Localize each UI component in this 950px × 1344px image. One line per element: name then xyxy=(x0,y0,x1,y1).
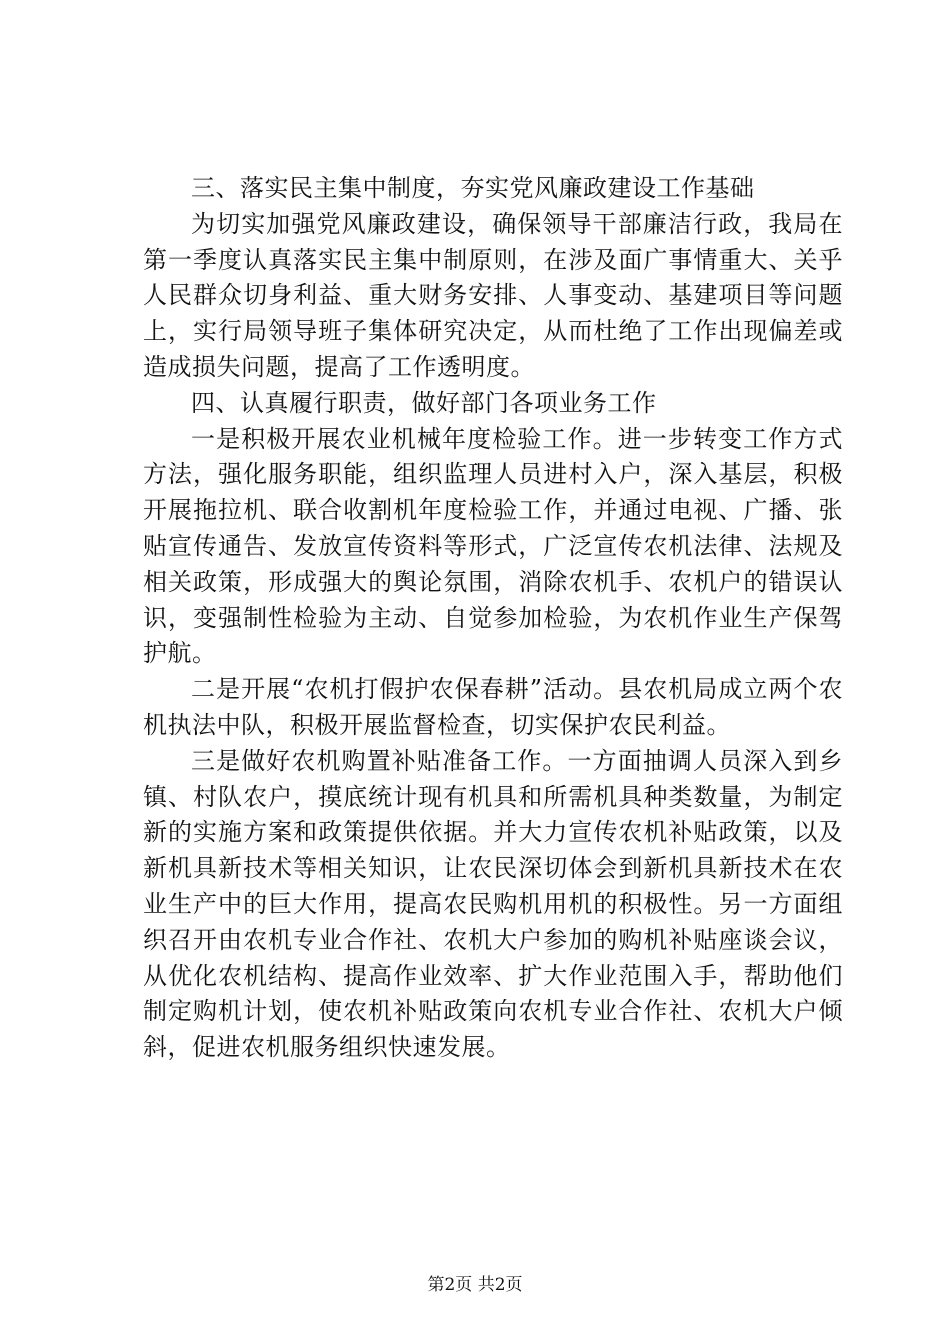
work-item-paragraph-2: 二是开展“农机打假护农保春耕”活动。县农机局成立两个农机执法中队，积极开展监督检查，切实保护农民利益。 xyxy=(143,675,843,739)
document-body xyxy=(143,171,843,1066)
section-heading-3: 三、落实民主集中制度，夯实党风廉政建设工作基础 xyxy=(191,174,755,202)
section-heading-4: 四、认真履行职责，做好部门各项业务工作 xyxy=(191,388,657,417)
section-paragraph-3: 为切实加强党风廉政建设，确保领导干部廉洁行政，我局在第一季度认真落实民主集中制原则，在涉及面广事情重大、关乎人民群众切身利益、重大财务安排、人事变动、基建项目等问题上，实行局领导班子集体研究决定，从而杜绝了工作出现偏差或造成损失问题，提高了工作透明度。 xyxy=(143,209,843,381)
work-item-paragraph-1: 一是积极开展农业机械年度检验工作。进一步转变工作方式方法，强化服务职能，组织监理人员进村入户，深入基层，积极开展拖拉机、联合收割机年度检验工作，并通过电视、广播、张贴宣传通告、发放宣传资料等形式，广泛宣传农机法律、法规及相关政策，形成强大的舆论氛围，消除农机手、农机户的错误认识，变强制性检验为主动、自觉参加检验，为农机作业生产保驾护航。 xyxy=(143,424,843,668)
work-item-paragraph-3: 三是做好农机购置补贴准备工作。一方面抽调人员深入到乡镇、村队农户，摸底统计现有机具和所需机具种类数量，为制定新的实施方案和政策提供依据。并大力宣传农机补贴政策，以及新机具新技术等相关知识，让农民深切体会到新机具新技术在农业生产中的巨大作用，提高农民购机用机的积极性。另一方面组织召开由农机专业合作社、农机大户参加的购机补贴座谈会议，从优化农机结构、提高作业效率、扩大作业范围入手，帮助他们制定购机计划，使农机补贴政策向农机专业合作社、农机大户倾斜，促进农机服务组织快速发展。 xyxy=(143,746,843,1062)
page-footer: 第2页 共2页 xyxy=(427,1275,523,1295)
